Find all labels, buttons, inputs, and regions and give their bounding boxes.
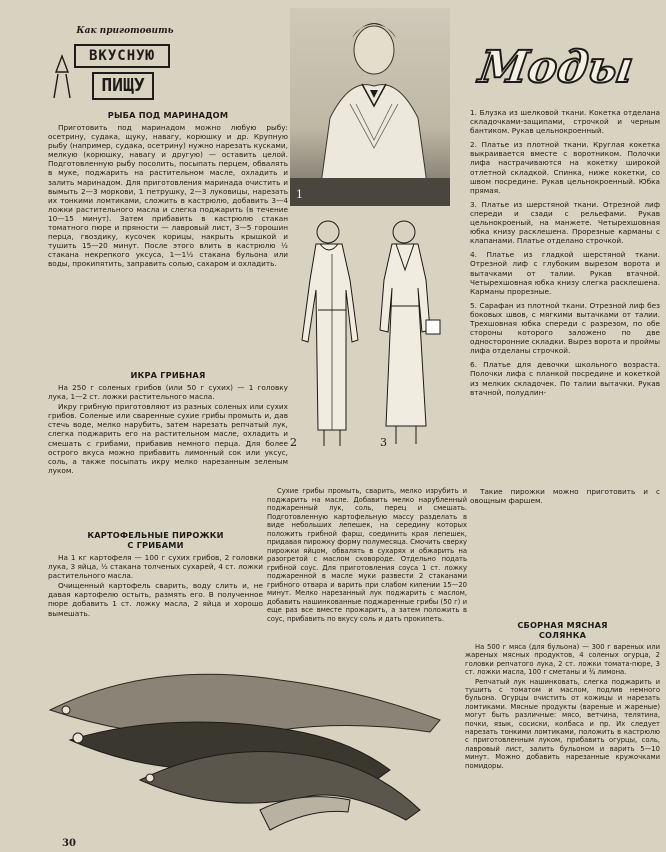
pies-p3: Сухие грибы промыть, сварить, мелко изрубить и поджарить на масле. Добавить мелко нарубленный поджаренный лук, соль, перец и смешать. Подготовленную картофельную массу разделать в виде небольших лепешек, на середину которых положить грибной фарш, соединить края лепешек, придавая пирожку форму полумесяца. Смочить сверху пирожки яйцом, обвалять в сухарях и обжарить на разогретой с маслом сковороде. Отдельно подать грибной соус. Для приготовления соуса 1 ст. ложку поджаренной в масле муки развести 2 стаканами грибного отвара и варить при слабом кипении 15—20 минут. Мелко нарезанный лук поджарить с маслом, добавить нашинкованные поджаренные грибы (50 г) и еще раз все вместе прожарить, а затем положить в соус, прибавить по вкусу соль и дать прокипеть. (267, 487, 467, 623)
blouse-photo (290, 8, 450, 206)
page-number: 30 (62, 838, 76, 849)
fashion-descriptions (470, 108, 660, 398)
pies-p1: На 1 кг картофеля — 100 г сухих грибов, 2 головки лука, 3 яйца, ½ стакана толченых сухарей, 4 ст. ложки растительного масла. (48, 553, 263, 581)
solyanka-recipe (465, 620, 660, 771)
figure-label-2: 2 (290, 436, 297, 449)
pies-p2: Очищенный картофель сварить, воду слить и, не давая картофелю остыть, размять его. В полученное пюре добавить 1 ст. ложку масла, 2 яйца и хорошо вымешать. (48, 581, 263, 618)
header-kicker: Как приготовить (76, 26, 174, 36)
blouse-illustration (290, 8, 450, 206)
fashion-item-3: 3. Платье из шерстяной ткани. Отрезной лиф спереди и сзади с рельефами. Рукав цельнокроеный, на манжете. Четырехшовная юбка книзу расклешена. Прорезные карманы с клапанами. Платье отделано строчкой. (470, 199, 660, 246)
figure-label-3: 3 (380, 436, 387, 449)
solyanka-title1: СБОРНАЯ МЯСНАЯ (517, 620, 608, 630)
caviar-title: ИКРА ГРИБНАЯ (130, 370, 206, 380)
pies-p4: Такие пирожки можно приготовить и с овощным фаршем. (470, 487, 660, 506)
solyanka-p2: Репчатый лук нашинковать, слегка поджарить и тушить с томатом и маслом, подлив немного бульона. Огурцы очистить от кожицы и нарезать ломтиками. Мясные продукты (вареные и жареные) могут быть различные: мясо, ветчина, телятина, почки, язык, сосиски, колбаса и пр. Их следует нарезать тонкими ломтиками, положить в кастрюлю с приготовленным луком, прибавить огурцы, соль, лавровый лист, залить бульоном и варить 5—10 минут. Можно добавить нарезанные кружочками помидоры. (465, 677, 660, 770)
fashion-title-banner (472, 42, 640, 94)
fish-text: Приготовить под маринадом можно любую рыбу: осетрину, судака, щуку, навагу, корюшку и др. Крупную рыбу (например, судака, осетрину) нужно нарезать кусками, мелкую (корюшку, навагу и другую) — оставить целой. Подготовленную рыбу посолить, посыпать перцем, обвалять в муке, поджарить на растительном масле, охладить и залить маринадом. Для приготовления маринада очистить и вымыть 2—3 моркови, 1 петрушку, 2—3 луковицы, нарезать их тонкими ломтиками, сложить в кастрюлю, добавить 3—4 ложки растительного масла и слегка поджарить (в течение 10—15 минут). Затем прибавить в кастрюлю стакан томатного пюре и пряности — лавровый лист, 3—5 горошин перца, гвоздику, кусочек корицы, накрыть крышкой и тушить 15—20 минут. После этого влить в кастрюлю ½ стакана некрепкого уксуса, 1—1½ стакана бульона или воды, прокипятить, заправить солью, сахаром и охладить. (48, 123, 288, 269)
figure-label-1: 1 (296, 188, 303, 201)
caviar-p2: Икру грибную приготовляют из разных соленых или сухих грибов. Соленые или сваренные сухие грибы промыть и, дав стечь воде, мелко нарубить, затем нарезать репчатый лук, слегка поджарить его на растительном масле, охладить и смешать с грибами, прибавив немного перца. Для более острого вкуса можно прибавить лимонный сок или уксус, соль, а также посыпать икру мелко нарезанным зеленым луком. (48, 402, 288, 475)
header-line2: ПИЩУ (92, 72, 154, 100)
solyanka-title2: СОЛЯНКА (538, 630, 587, 640)
pies-title2: С ГРИБАМИ (127, 540, 184, 550)
pies-recipe-col3 (470, 487, 660, 506)
recipe-header (48, 22, 188, 110)
solyanka-p1: На 500 г мяса (для бульона) — 300 г вареных или жареных мясных продуктов, 4 соленых огурца, 2 головки репчатого лука, 2 ст. ложки томата-пюре, 3 ст. ложки масла, 100 г сметаны и ¾ лимона. (465, 643, 660, 677)
fashion-title: Моды (475, 42, 637, 93)
fashion-item-1: 1. Блузка из шелковой ткани. Кокетка отделана складочками-защипами, строчкой и черным бантиком. Рукав цельнокроенный. (470, 108, 660, 136)
pies-recipe-col2 (267, 487, 467, 624)
dress-sketches (280, 210, 460, 458)
fish-illustration (30, 640, 460, 840)
fish-title: РЫБА ПОД МАРИНАДОМ (107, 110, 229, 120)
caviar-p1: На 250 г соленых грибов (или 50 г сухих) — 1 головку лука, 1—2 ст. ложки растительного масла. (48, 383, 288, 402)
header-sketch-icon (48, 52, 76, 102)
fish-photo (30, 640, 460, 840)
dress-illustrations (280, 210, 460, 458)
fashion-item-2: 2. Платье из плотной ткани. Круглая кокетка выкраивается вместе с воротником. Полочки лифа настрачиваются на кокетку широкой отлетной складкой. Спинка, ниже кокетки, со швом посредине. Рукав цельнокроенный. Юбка прямая. (470, 140, 660, 195)
header-line1: ВКУСНУЮ (74, 44, 170, 68)
pies-recipe-col1 (48, 530, 263, 619)
fashion-item-6: 6. Платье для девочки школьного возраста. Полочки лифа с планкой посредине и кокеткой из мелких складочек. По талии вытачки. Рукав втачной, полудлин- (470, 360, 660, 397)
caviar-recipe (48, 370, 288, 476)
fish-recipe (48, 110, 288, 270)
fashion-item-4: 4. Платье из гладкой шерстяной ткани. Отрезной лиф с глубоким вырезом ворота и вытачками от талии. Рукав втачной. Четырехшовная юбка книзу слегка расклешена. Карманы прорезные. (470, 250, 660, 296)
fashion-item-5: 5. Сарафан из плотной ткани. Отрезной лиф без боковых швов, с мягкими вытачками от талии. Трехшовная юбка спереди с разрезом, по обе стороны которого заложено по две односторонние складки. Вырез ворота и проймы лифа отделаны строчкой. (470, 300, 660, 356)
pies-title1: КАРТОФЕЛЬНЫЕ ПИРОЖКИ (87, 530, 224, 540)
